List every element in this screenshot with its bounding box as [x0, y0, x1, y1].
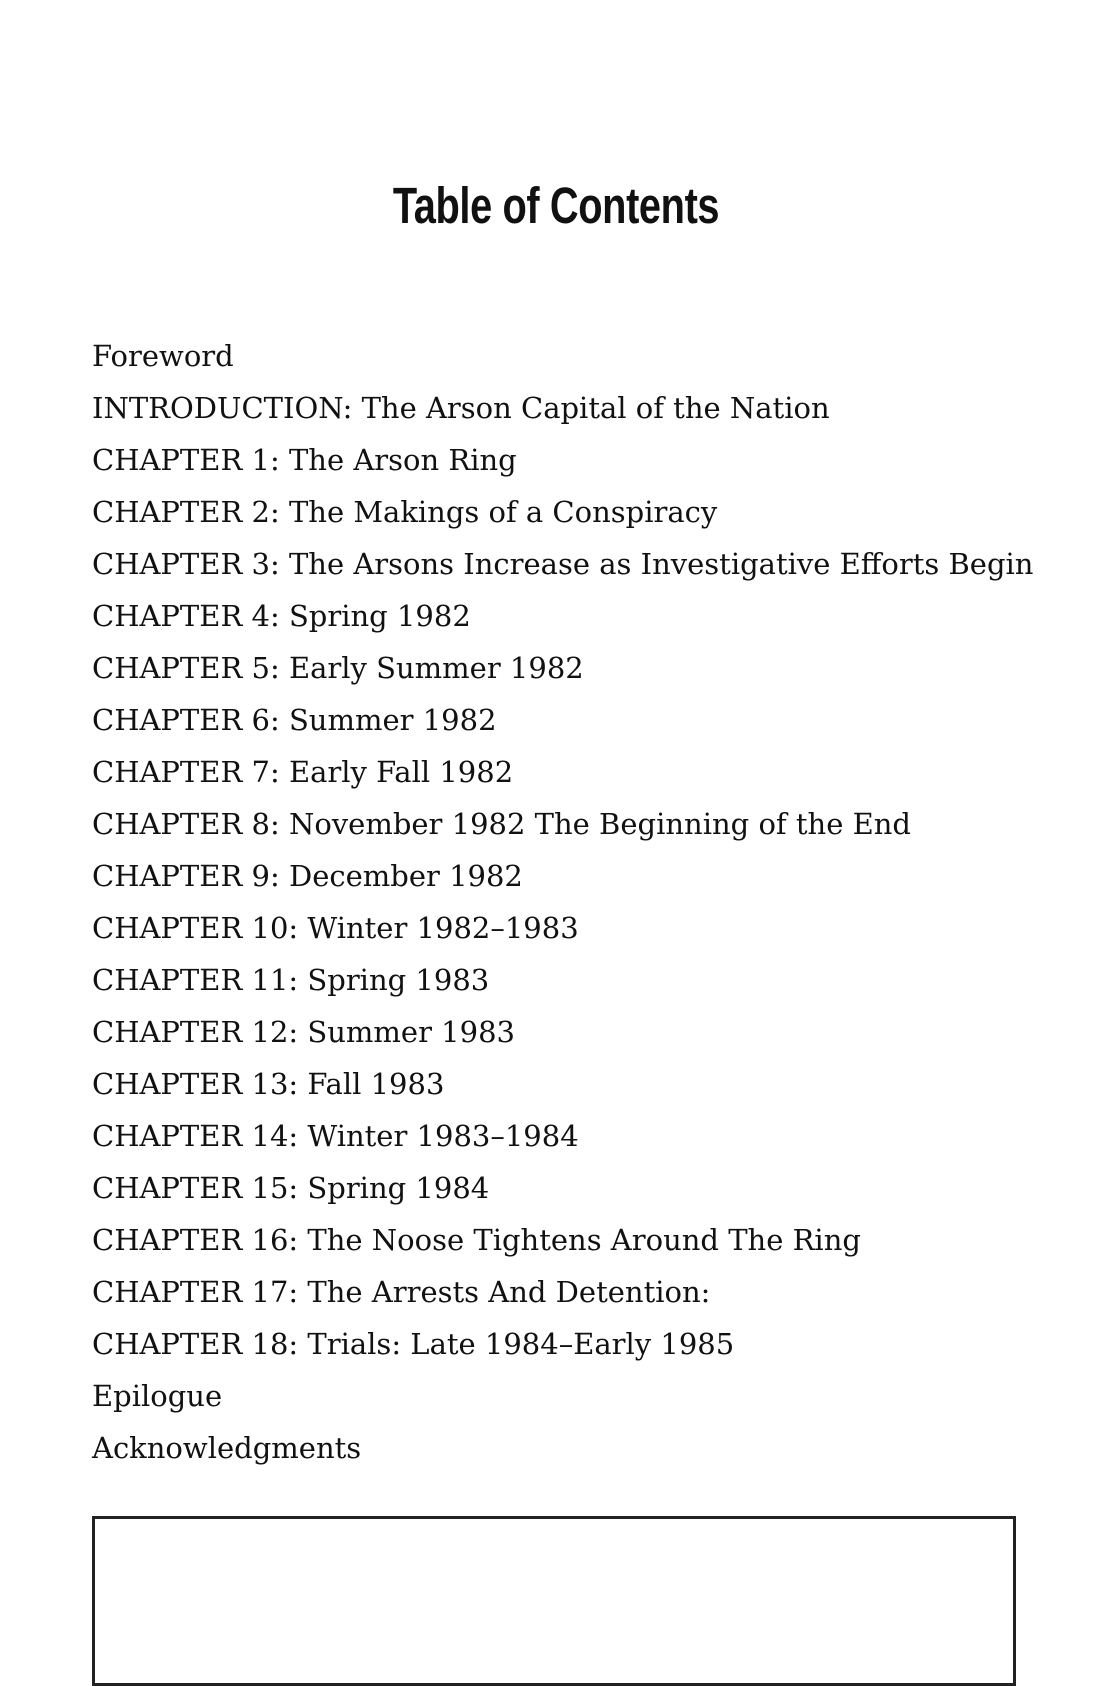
toc-entry-chapter-13[interactable]: CHAPTER 13: Fall 1983 — [92, 1067, 445, 1101]
toc-entry-chapter-9[interactable]: CHAPTER 9: December 1982 — [92, 859, 523, 893]
toc-entry-chapter-1[interactable]: CHAPTER 1: The Arson Ring — [92, 443, 517, 477]
bordered-box — [92, 1516, 1016, 1686]
toc-entry-chapter-11[interactable]: CHAPTER 11: Spring 1983 — [92, 963, 490, 997]
toc-entry-chapter-12[interactable]: CHAPTER 12: Summer 1983 — [92, 1015, 515, 1049]
toc-entry-chapter-10[interactable]: CHAPTER 10: Winter 1982–1983 — [92, 911, 579, 945]
toc-entry-chapter-16[interactable]: CHAPTER 16: The Noose Tightens Around The Ring — [92, 1223, 861, 1257]
toc-entry-chapter-3[interactable]: CHAPTER 3: The Arsons Increase as Investigative Efforts Begin — [92, 547, 1034, 581]
toc-entry-foreword[interactable]: Foreword — [92, 339, 234, 373]
toc-entry-introduction[interactable]: INTRODUCTION: The Arson Capital of the Nation — [92, 391, 830, 425]
toc-entry-chapter-18[interactable]: CHAPTER 18: Trials: Late 1984–Early 1985 — [92, 1327, 735, 1361]
toc-entry-chapter-17[interactable]: CHAPTER 17: The Arrests And Detention: — [92, 1275, 711, 1309]
toc-entry-chapter-14[interactable]: CHAPTER 14: Winter 1983–1984 — [92, 1119, 579, 1153]
toc-entry-chapter-15[interactable]: CHAPTER 15: Spring 1984 — [92, 1171, 490, 1205]
page-title: Table of Contents — [392, 177, 720, 234]
toc-list — [92, 330, 1052, 1474]
toc-entry-chapter-2[interactable]: CHAPTER 2: The Makings of a Conspiracy — [92, 495, 718, 529]
toc-entry-chapter-6[interactable]: CHAPTER 6: Summer 1982 — [92, 703, 497, 737]
toc-entry-chapter-7[interactable]: CHAPTER 7: Early Fall 1982 — [92, 755, 514, 789]
toc-entry-chapter-8[interactable]: CHAPTER 8: November 1982 The Beginning of the End — [92, 807, 911, 841]
toc-entry-acknowledgments[interactable]: Acknowledgments — [92, 1431, 362, 1465]
toc-entry-chapter-4[interactable]: CHAPTER 4: Spring 1982 — [92, 599, 471, 633]
toc-entry-epilogue[interactable]: Epilogue — [92, 1379, 223, 1413]
toc-entry-chapter-5[interactable]: CHAPTER 5: Early Summer 1982 — [92, 651, 584, 685]
